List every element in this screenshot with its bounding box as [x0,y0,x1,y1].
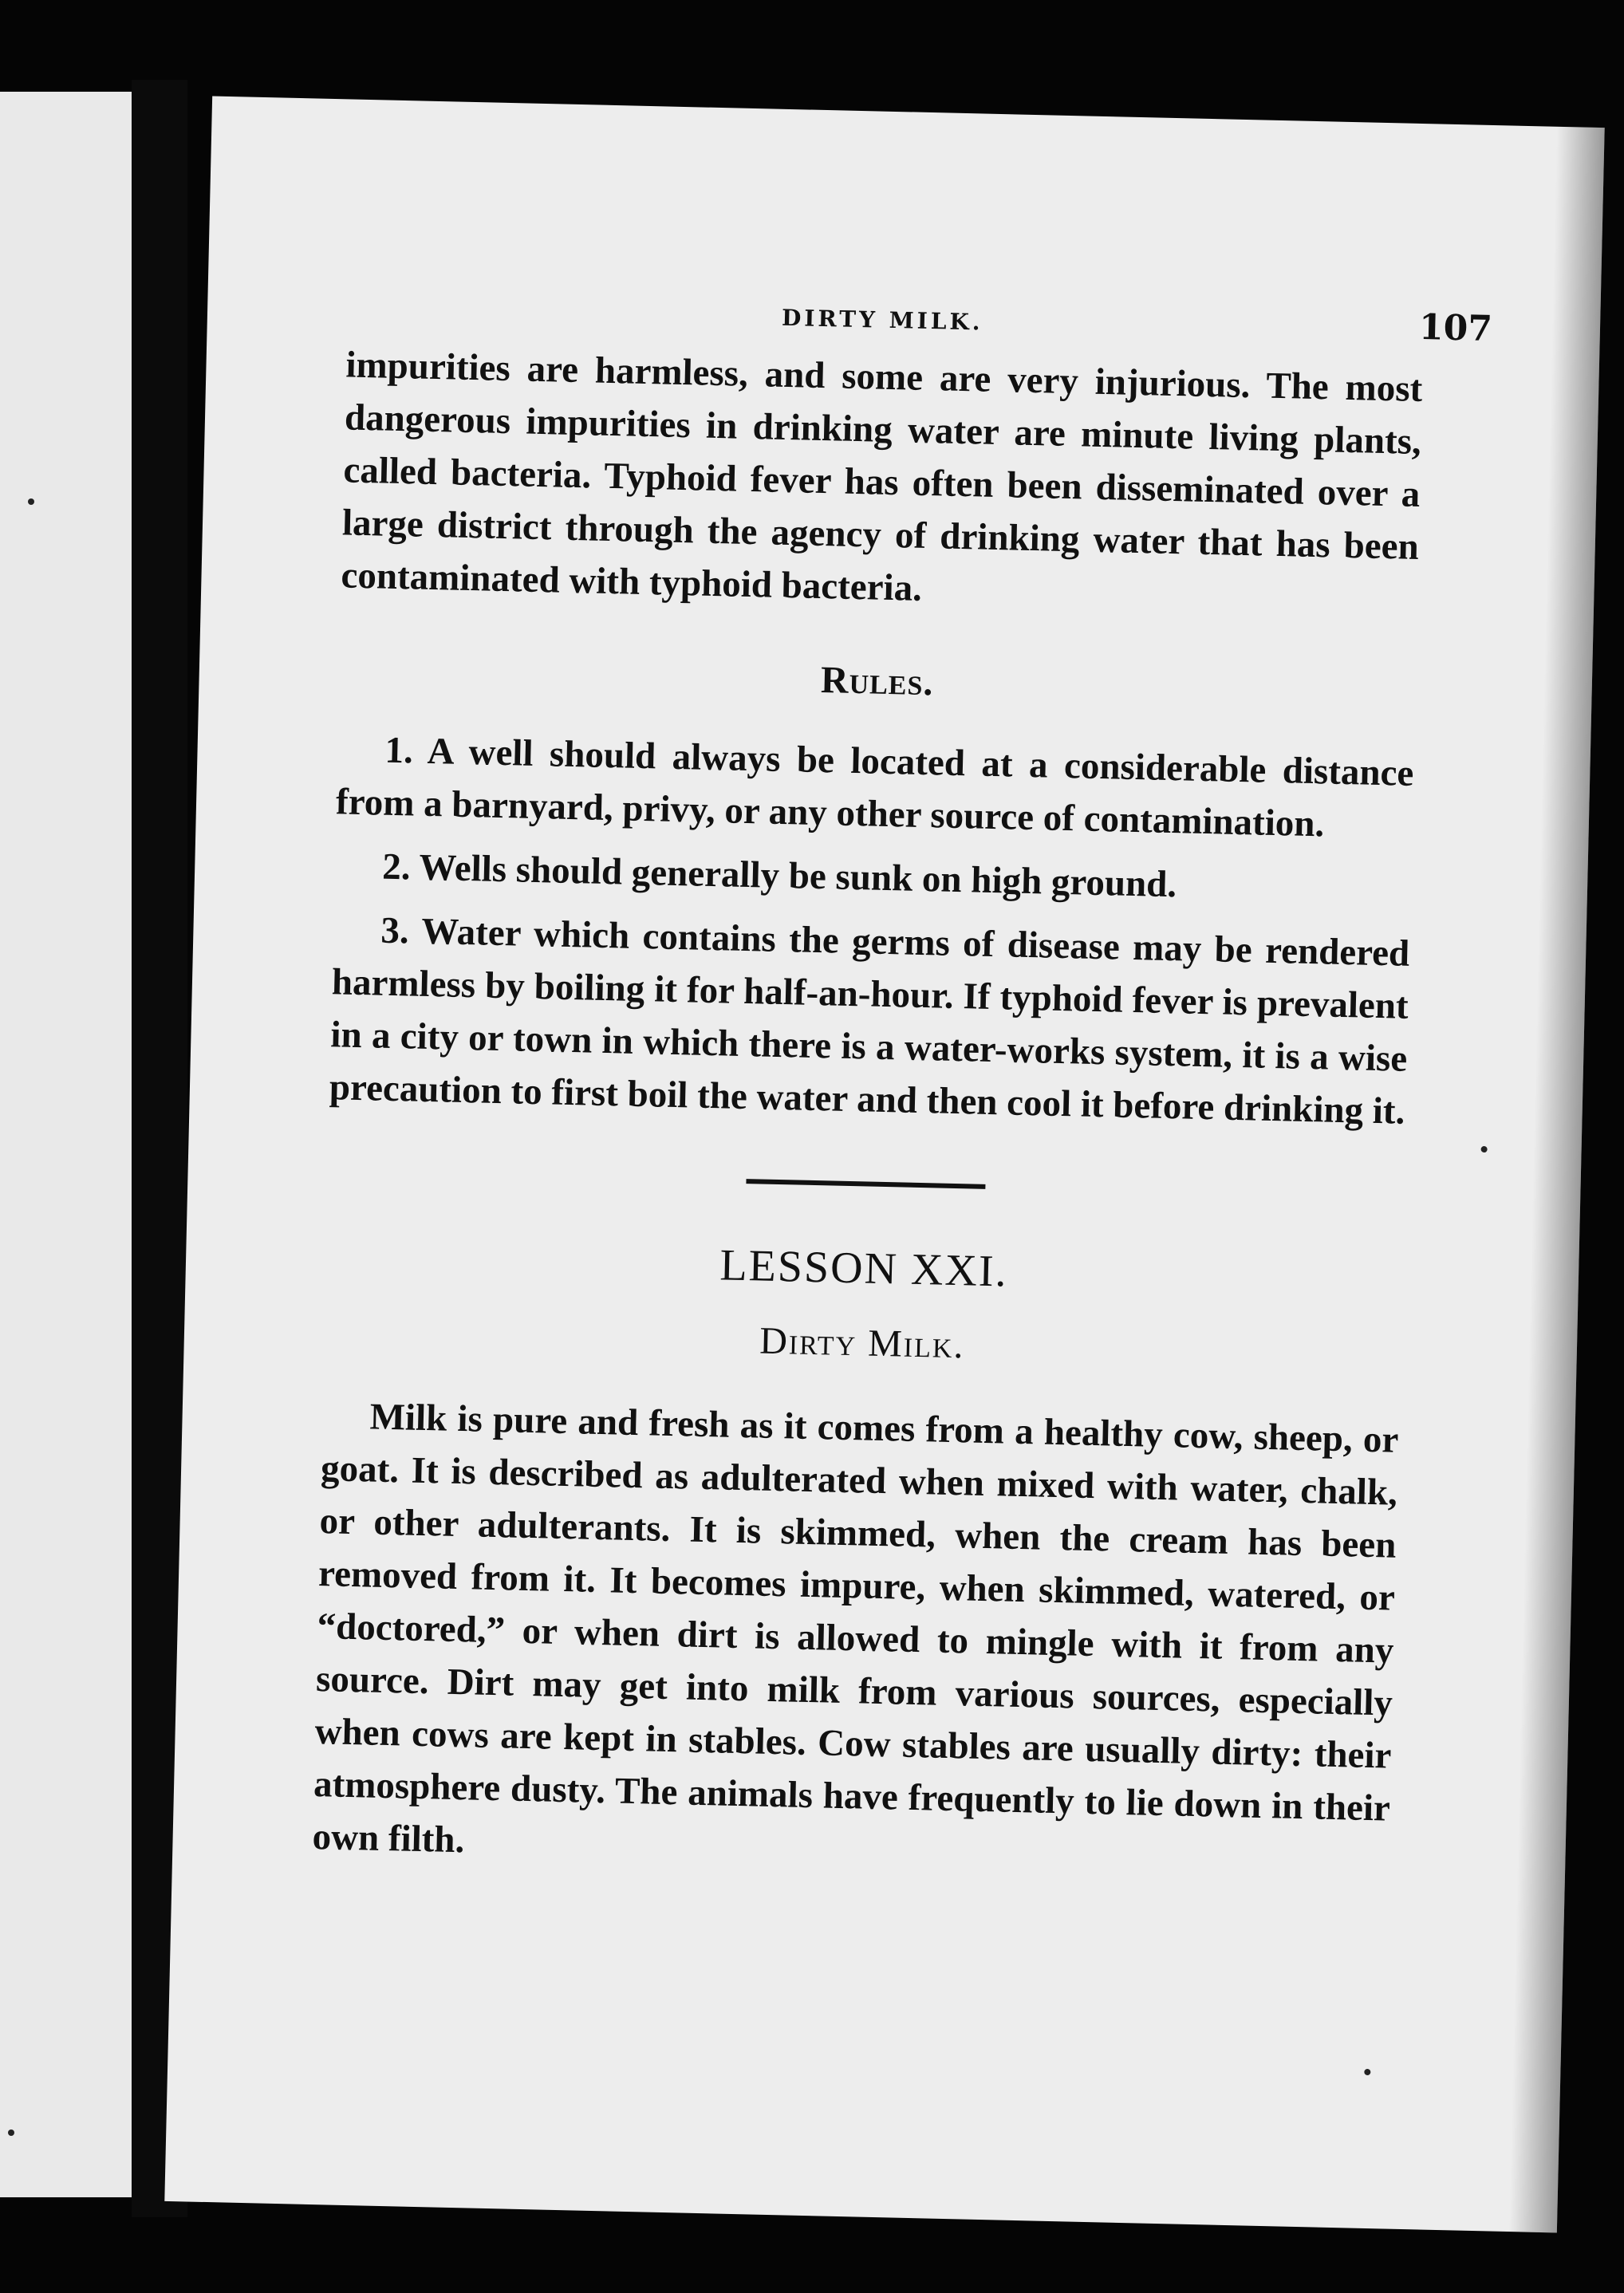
running-head: DIRTY MILK. [781,304,983,336]
ink-speck [8,2129,14,2136]
lesson-title: Dirty Milk. [759,1319,966,1367]
page-number: 107 [1418,306,1493,350]
book-page [164,97,1604,2233]
ink-speck [1364,2069,1370,2075]
ink-speck [1481,1146,1488,1152]
rule-item: 3. Water which contains the germs of disease may be rendered harmless by boiling it for half-an-hour. If typhoid fever is prevalent in a city or town in which there is a water-works system, it is a wise precaution to first boil the water and then cool it before drinking it. [329,909,1410,1133]
intro-paragraph: impurities are harmless, and some are very injurious. The most dangerous impurities in drinking water are minute living plants, called bacteria. Typhoid fever has often been disseminated over a large district through the agency of drinking water that has been contaminated with typhoid bacteria. [340,344,1423,609]
rule-item: 1. A well should always be located at a considerable distance from a barnyard, privy, or any other source of contamination. [335,729,1414,845]
facing-page-edge [0,92,132,2197]
ink-speck [28,498,34,505]
rules-heading: Rules. [820,659,935,704]
lesson-heading: LESSON XXI. [719,1240,1009,1297]
page-gutter-shadow [1509,127,1605,2233]
lesson-paragraph: Milk is pure and fresh as it comes from a healthy cow, sheep, or goat. It is described as adulterated when mixed with water, chalk, or other adulterants. It is skimmed, when the cream has been removed from it. It becomes impure, when skimmed, watered, or “doctored,” or when dirt is allowed to mingle with it from any source. Dirt may get into milk from various sources, especially when cows are kept in stables. Cow stables are usually dirty: their atmosphere dusty. The animals have frequently to lie down in their own filth. [312,1396,1399,1862]
rule-item: 2. Wells should generally be sunk on high ground. [381,845,1177,906]
section-divider [746,1179,985,1189]
page-body [312,338,1423,1887]
